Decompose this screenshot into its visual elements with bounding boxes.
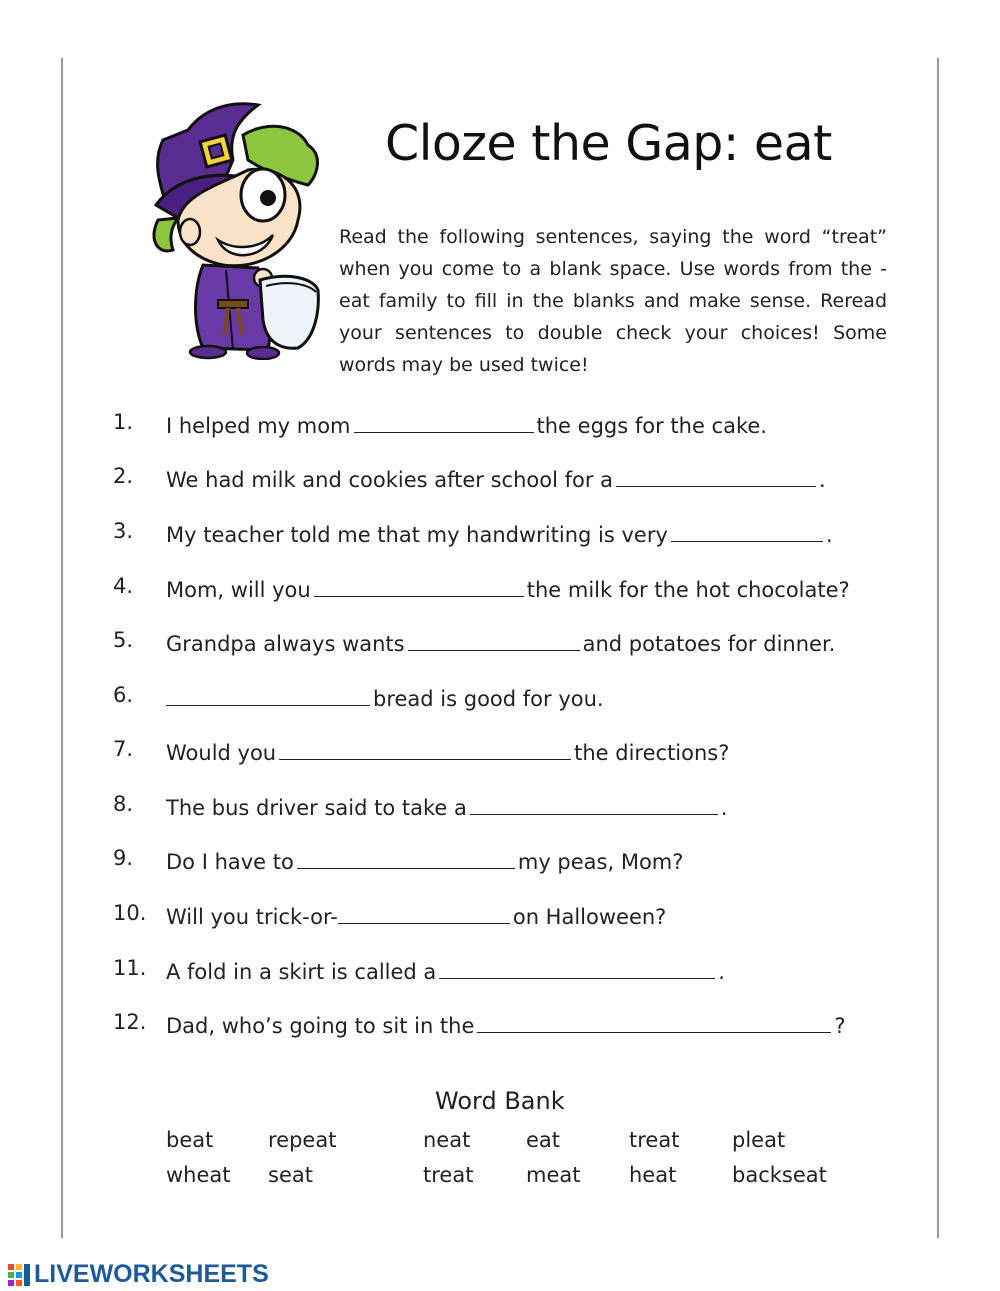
word-bank-item: neat [423,1128,471,1152]
word-bank-item: pleat [732,1128,786,1152]
question-number: 1. [113,410,134,434]
question-text-before: Grandpa always wants [166,632,405,656]
question-text-after: on Halloween? [512,905,667,929]
word-bank-item: treat [423,1163,474,1187]
answer-blank-5[interactable] [408,628,580,651]
question-text-before: A fold in a skirt is called a [166,960,437,984]
word-bank-item: seat [268,1163,313,1187]
question-text-after: the directions? [574,741,730,765]
question-number: 6. [113,683,134,707]
word-bank-item: heat [629,1163,677,1187]
question-text-before: My teacher told me that my handwriting is very [166,523,668,547]
question-number: 3. [113,519,134,543]
answer-blank-10[interactable] [338,901,510,924]
answer-blank-2[interactable] [616,464,816,487]
question-text-before: We had milk and cookies after school for a [166,468,614,492]
question-number: 2. [113,464,134,488]
word-bank-item: treat [629,1128,680,1152]
worksheet-title: Cloze the Gap: eat [385,115,832,172]
page-border-right [937,58,939,1238]
answer-blank-12[interactable] [477,1010,831,1033]
page-border-left [61,58,63,1238]
answer-blank-1[interactable] [354,410,534,433]
question-text-before: Would you [166,741,277,765]
answer-blank-7[interactable] [279,737,571,760]
word-bank-item: meat [526,1163,581,1187]
question-number: 11. [113,956,147,980]
instructions-text: Read the following sentences, saying the word “treat” when you come to a blank space. Use words from the -eat family to fill in the blanks and make sense. Reread your sentences to double check your choices! Some words may be used twice! [339,226,887,376]
question-text-after: and potatoes for dinner. [582,632,836,656]
question-number: 9. [113,846,134,870]
question-text-after: . [825,523,833,547]
question-text-before: The bus driver said to take a [166,796,467,820]
question-text-after: the milk for the hot chocolate? [526,578,850,602]
question-number: 8. [113,792,134,816]
question-number: 12. [113,1010,147,1034]
answer-blank-8[interactable] [470,792,718,815]
word-bank-item: wheat [166,1163,231,1187]
question-text-before: Dad, who’s going to sit in the [166,1014,475,1038]
question-text-before: Mom, will you [166,578,311,602]
question-text-after: . [819,468,826,492]
question-number: 10. [113,901,147,925]
question-text-after: the eggs for the cake. [536,414,767,438]
question-text-after: ? [834,1014,846,1038]
liveworksheets-icon [8,1262,30,1286]
word-bank-title: Word Bank [435,1087,565,1115]
question-text-before: Do I have to [166,850,294,874]
witch-illustration [148,100,333,360]
answer-blank-9[interactable] [297,846,515,869]
question-text-after: . [718,960,725,984]
answer-blank-4[interactable] [314,574,524,597]
word-bank-item: repeat [268,1128,337,1152]
question-number: 5. [113,628,134,652]
question-text-before: Will you trick-or- [166,905,338,929]
question-text-before: I helped my mom [166,414,351,438]
question-text-after: my peas, Mom? [517,850,684,874]
word-bank-item: eat [526,1128,561,1152]
word-bank-item: backseat [732,1163,827,1187]
question-text-after: bread is good for you. [373,687,604,711]
question-number: 4. [113,574,134,598]
liveworksheets-brand-text: LIVEWORKSHEETS [34,1259,269,1288]
question-text-after: . [720,796,728,820]
word-bank-item: beat [166,1128,214,1152]
liveworksheets-logo[interactable] [8,1258,269,1290]
answer-blank-6[interactable] [166,683,370,706]
answer-blank-3[interactable] [671,519,823,542]
question-number: 7. [113,737,134,761]
answer-blank-11[interactable] [439,956,715,979]
